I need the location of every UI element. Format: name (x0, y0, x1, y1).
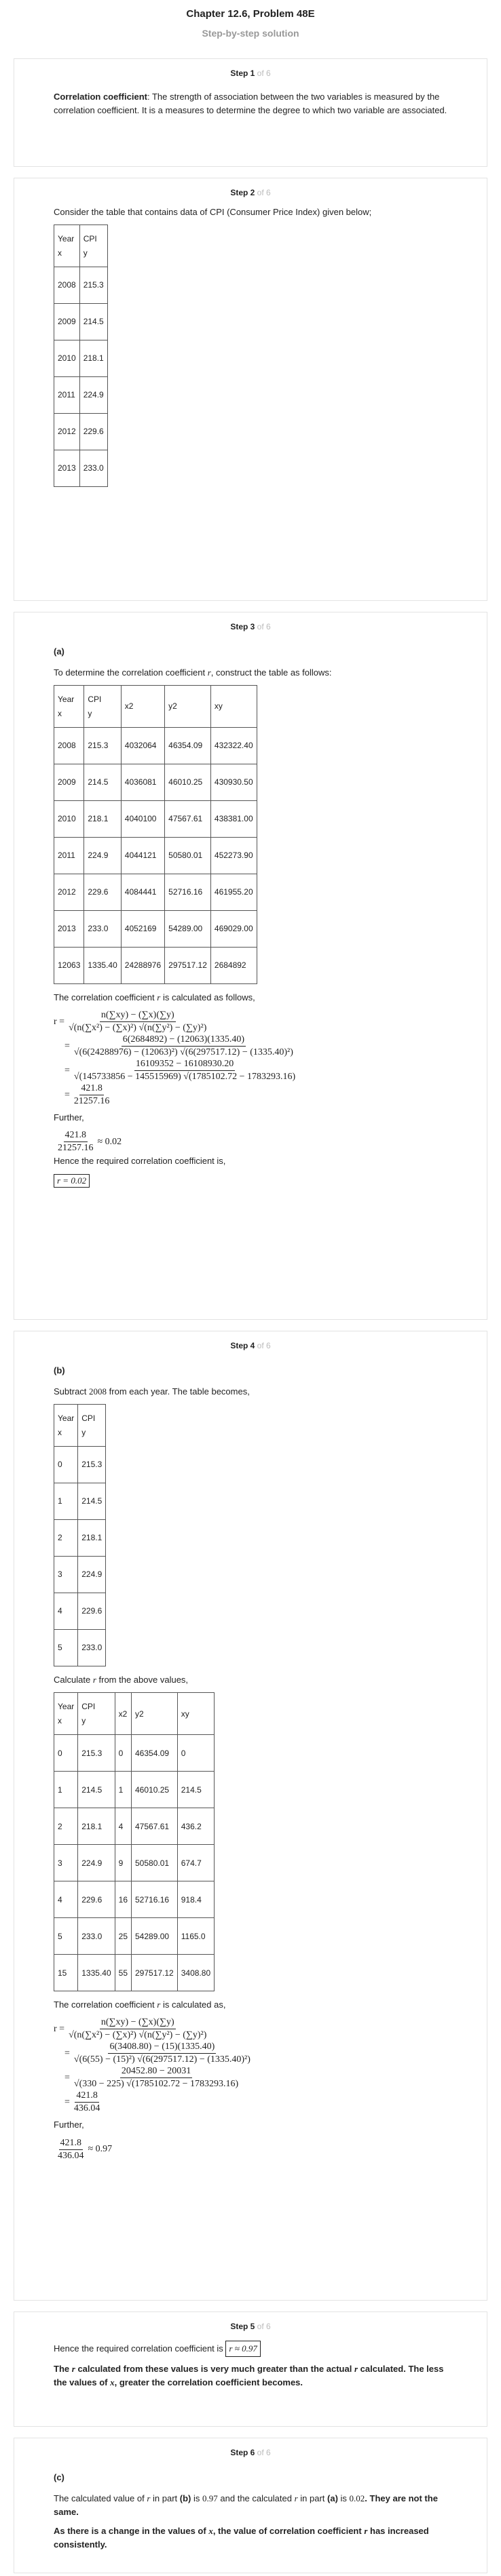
step-3-calc-text: The correlation coefficient r is calculated as follows, (54, 992, 255, 1003)
table-cell: 2 (54, 1520, 78, 1557)
table-cell: 5 (54, 1918, 78, 1955)
table-row (54, 304, 108, 340)
table-cell: 461955.20 (210, 874, 257, 911)
table-row (54, 801, 257, 838)
table-row (54, 838, 257, 874)
table-header-cell: Year x (54, 1405, 78, 1447)
table-cell: 674.7 (177, 1845, 214, 1881)
step-3-card (14, 612, 487, 1320)
table-cell: 52716.16 (165, 874, 211, 911)
table-cell: 215.3 (78, 1735, 115, 1772)
table-cell: 0 (177, 1735, 214, 1772)
table-cell: 4032064 (121, 728, 164, 764)
step-6-card (14, 2438, 487, 2573)
table-cell: 436.2 (177, 1808, 214, 1845)
table-cell: 224.9 (84, 838, 121, 874)
table-cell: 54289.00 (132, 1918, 178, 1955)
step-6-header (54, 2446, 447, 2457)
table-cell: 46354.09 (165, 728, 211, 764)
table-cell: 55 (115, 1955, 131, 1991)
correlation-equation-a: r = $\frac{n(\sum xy) - (\sum x)(\sum y)}{\text{√(n(∑x²) − (∑x)²) √(n(∑y²) − (∑y)²)}}$ = $\frac{6(2684892) - (12063)(1335.40)}{\text{√(6(24288976) − (12063)²) √(6(297517.12) − (1335.40)²)}}$ = $\frac{16109352 - 16108930.20}{√(145733856 - 145515969) √(1785102.72 - 1783293.16)}$ = $\frac{421.8}{21257.16}$ (54, 1010, 296, 1107)
page-subtitle: Step-by-step solution (202, 28, 299, 39)
table-row (54, 1483, 106, 1520)
step-label: Step 2 (230, 188, 255, 197)
table-row (54, 1447, 106, 1483)
step-3-intro: To determine the correlation coefficient r, construct the table as follows: (54, 667, 332, 678)
table-cell: 4 (54, 1881, 78, 1918)
table-cell: 233.0 (84, 911, 121, 948)
table-cell: 218.1 (79, 340, 107, 377)
table-cell: 25 (115, 1918, 131, 1955)
table-row (54, 1918, 215, 1955)
cpi-table-container (54, 225, 447, 487)
table-cell: 3 (54, 1845, 78, 1881)
further-label-b: Further, (54, 2120, 84, 2130)
table-cell: 215.3 (84, 728, 121, 764)
answer-b-box: r ≈ 0.97 (225, 2341, 260, 2357)
step-1-card (14, 58, 487, 167)
table-cell: 4040100 (121, 801, 164, 838)
table-cell: 2684892 (210, 948, 257, 984)
table-row (54, 1772, 215, 1808)
step-count: of 6 (257, 1341, 271, 1350)
table-row (54, 450, 108, 487)
table-row (54, 1881, 215, 1918)
correlation-equation-b: r = $\frac{n(\sum xy) - (\sum x)(\sum y)}{\text{√(n(∑x²) − (∑x)²) √(n(∑y²) − (∑y)²)}}$ = $\frac{6(3408.80) - (15)(1335.40)}{\text{√(6(55) − (15)²) √(6(297517.12) − (1335.40)²)}}$ = $\frac{20452.80 - 20031}{√(330 - 225) √(1785102.72 - 1783293.16)}$ = $\frac{421.8}{436.04}$ (54, 2017, 250, 2114)
table-cell: 3408.80 (177, 1955, 214, 1991)
step-1-text (54, 90, 447, 117)
table-cell: 229.6 (84, 874, 121, 911)
table-cell: 1 (54, 1483, 78, 1520)
table-cell: 2011 (54, 838, 84, 874)
cpi-table (54, 225, 108, 487)
correlation-table (54, 685, 257, 984)
step-count: of 6 (257, 622, 271, 631)
table-row (54, 1630, 106, 1666)
shifted-table (54, 1404, 106, 1666)
part-a-label: (a) (54, 646, 64, 657)
table-cell: 233.0 (78, 1630, 106, 1666)
table-cell: 2009 (54, 304, 80, 340)
table-cell: 15 (54, 1955, 78, 1991)
table-cell: 46354.09 (132, 1735, 178, 1772)
table-header-cell: CPI y (78, 1693, 115, 1735)
table-cell: 1335.40 (84, 948, 121, 984)
step-2-card (14, 178, 487, 601)
step-2-intro: Consider the table that contains data of CPI (Consumer Price Index) given below; (54, 207, 372, 217)
table-cell: 214.5 (78, 1772, 115, 1808)
table-cell: 224.9 (79, 377, 107, 414)
further-equation-a: $\frac{421.8}{21257.16}$ ≈ 0.02 (58, 1130, 122, 1154)
hence-text-a: Hence the required correlation coefficient is, (54, 1156, 226, 1167)
table-cell: 4 (115, 1808, 131, 1845)
table-cell: 9 (115, 1845, 131, 1881)
step-4-header (54, 1340, 447, 1350)
step-count: of 6 (257, 2448, 271, 2457)
table-cell: 0 (115, 1735, 131, 1772)
table-row (54, 764, 257, 801)
step-label: Step 5 (230, 2322, 255, 2331)
part-c-label: (c) (54, 2472, 64, 2482)
table-cell: 469029.00 (210, 911, 257, 948)
part-b-label: (b) (54, 1365, 65, 1375)
table-cell: 297517.12 (132, 1955, 178, 1991)
table-cell: 430930.50 (210, 764, 257, 801)
table-cell: 24288976 (121, 948, 164, 984)
table-cell: 5 (54, 1630, 78, 1666)
comparison-text: The r calculated from these values is very much greater than the actual r calculated. The less the values of x, greater the correlation coefficient becomes. (54, 2364, 444, 2388)
table-header-cell: x2 (121, 686, 164, 728)
table-cell: 2011 (54, 377, 80, 414)
table-header-cell: xy (210, 686, 257, 728)
shifted-correlation-table (54, 1692, 215, 1991)
table-cell: 46010.25 (132, 1772, 178, 1808)
table-row (54, 377, 108, 414)
definition-term: Correlation coefficient (54, 92, 147, 102)
table-header-cell: y2 (165, 686, 211, 728)
table-row (54, 728, 257, 764)
table-row (54, 1593, 106, 1630)
table-header-cell: CPI y (84, 686, 121, 728)
table-cell: 46010.25 (165, 764, 211, 801)
table-row (54, 1808, 215, 1845)
table-cell: 1335.40 (78, 1955, 115, 1991)
shifted-correlation-table-container (54, 1692, 447, 1991)
subtract-text: Subtract 2008 from each year. The table becomes, (54, 1386, 250, 1397)
table-cell: 218.1 (84, 801, 121, 838)
table-cell: 229.6 (78, 1593, 106, 1630)
table-cell: 224.9 (78, 1845, 115, 1881)
step-2-header (54, 187, 447, 197)
table-cell: 2010 (54, 801, 84, 838)
table-row (54, 948, 257, 984)
table-cell: 1 (115, 1772, 131, 1808)
table-cell: 12063 (54, 948, 84, 984)
table-row (54, 1735, 215, 1772)
table-cell: 918.4 (177, 1881, 214, 1918)
table-cell: 224.9 (78, 1557, 106, 1593)
step-4-corr-text: The correlation coefficient r is calculated as, (54, 1999, 226, 2010)
table-cell: 4036081 (121, 764, 164, 801)
table-cell: 52716.16 (132, 1881, 178, 1918)
table-row (54, 874, 257, 911)
further-equation-b: $\frac{421.8}{436.04}$ ≈ 0.97 (58, 2137, 113, 2161)
table-row (54, 1845, 215, 1881)
table-cell: 50580.01 (132, 1845, 178, 1881)
table-cell: 2012 (54, 874, 84, 911)
table-header-row (54, 225, 108, 267)
table-cell: 4084441 (121, 874, 164, 911)
table-header-cell: Year x (54, 1693, 78, 1735)
table-row (54, 911, 257, 948)
table-cell: 47567.61 (132, 1808, 178, 1845)
table-cell: 2012 (54, 414, 80, 450)
table-cell: 233.0 (79, 450, 107, 487)
table-header-cell: xy (177, 1693, 214, 1735)
table-cell: 4052169 (121, 911, 164, 948)
part-c-conclusion: As there is a change in the values of x, the value of correlation coefficient r has increased consistently. (54, 2526, 429, 2550)
solution-header (14, 0, 487, 58)
table-cell: 1165.0 (177, 1918, 214, 1955)
step-count: of 6 (257, 69, 271, 78)
table-cell: 215.3 (78, 1447, 106, 1483)
table-cell: 47567.61 (165, 801, 211, 838)
table-cell: 54289.00 (165, 911, 211, 948)
table-cell: 214.5 (84, 764, 121, 801)
table-header-cell: x2 (115, 1693, 131, 1735)
table-row (54, 1520, 106, 1557)
table-cell: 1 (54, 1772, 78, 1808)
further-label: Further, (54, 1112, 84, 1123)
answer-a-box: r = 0.02 (54, 1174, 90, 1188)
part-c-comparison: The calculated value of r in part (b) is 0.97 and the calculated r in part (a) is 0.02. They are not the same. (54, 2493, 438, 2518)
correlation-table-container (54, 685, 447, 984)
table-cell: 0 (54, 1735, 78, 1772)
table-row (54, 267, 108, 304)
table-cell: 214.5 (177, 1772, 214, 1808)
table-row (54, 1955, 215, 1991)
table-cell: 50580.01 (165, 838, 211, 874)
table-cell: 2013 (54, 450, 80, 487)
table-cell: 214.5 (79, 304, 107, 340)
table-header-cell: y2 (132, 1693, 178, 1735)
table-cell: 16 (115, 1881, 131, 1918)
page-title: Chapter 12.6, Problem 48E (186, 8, 315, 20)
calculate-text: Calculate r from the above values, (54, 1675, 189, 1685)
table-cell: 3 (54, 1557, 78, 1593)
table-cell: 297517.12 (165, 948, 211, 984)
table-row (54, 414, 108, 450)
table-row (54, 1557, 106, 1593)
table-header-cell: CPI y (78, 1405, 106, 1447)
table-cell: 4044121 (121, 838, 164, 874)
table-cell: 2008 (54, 267, 80, 304)
table-row (54, 340, 108, 377)
table-header-cell: Year x (54, 225, 80, 267)
table-cell: 0 (54, 1447, 78, 1483)
step-5-card (14, 2311, 487, 2427)
table-cell: 218.1 (78, 1808, 115, 1845)
table-cell: 214.5 (78, 1483, 106, 1520)
table-cell: 4 (54, 1593, 78, 1630)
table-cell: 2008 (54, 728, 84, 764)
step-label: Step 1 (230, 69, 255, 78)
step-count: of 6 (257, 188, 271, 197)
step-label: Step 6 (230, 2448, 255, 2457)
step-5-header (54, 2320, 447, 2331)
definition-text: : The strength of association between the two variables is measured by the correlation coefficient. It is a measures to determine the degree to which two variable are associated. (54, 92, 447, 116)
table-cell: 229.6 (78, 1881, 115, 1918)
table-header-row (54, 686, 257, 728)
table-cell: 218.1 (78, 1520, 106, 1557)
table-header-row (54, 1693, 215, 1735)
step-1-header (54, 67, 447, 78)
var-r: r (207, 667, 211, 678)
table-cell: 2009 (54, 764, 84, 801)
table-cell: 452273.90 (210, 838, 257, 874)
table-header-cell: CPI y (79, 225, 107, 267)
shifted-table-container (54, 1404, 447, 1666)
step-label: Step 3 (230, 622, 255, 631)
table-cell: 2 (54, 1808, 78, 1845)
table-header-cell: Year x (54, 686, 84, 728)
step-count: of 6 (257, 2322, 271, 2331)
table-header-row (54, 1405, 106, 1447)
step-4-card (14, 1331, 487, 2301)
step-3-header (54, 621, 447, 631)
table-cell: 215.3 (79, 267, 107, 304)
table-cell: 438381.00 (210, 801, 257, 838)
table-cell: 2013 (54, 911, 84, 948)
table-cell: 2010 (54, 340, 80, 377)
hence-text-b: Hence the required correlation coefficient is r ≈ 0.97 (54, 2341, 447, 2357)
table-cell: 432322.40 (210, 728, 257, 764)
step-label: Step 4 (230, 1341, 255, 1350)
table-cell: 233.0 (78, 1918, 115, 1955)
table-cell: 229.6 (79, 414, 107, 450)
